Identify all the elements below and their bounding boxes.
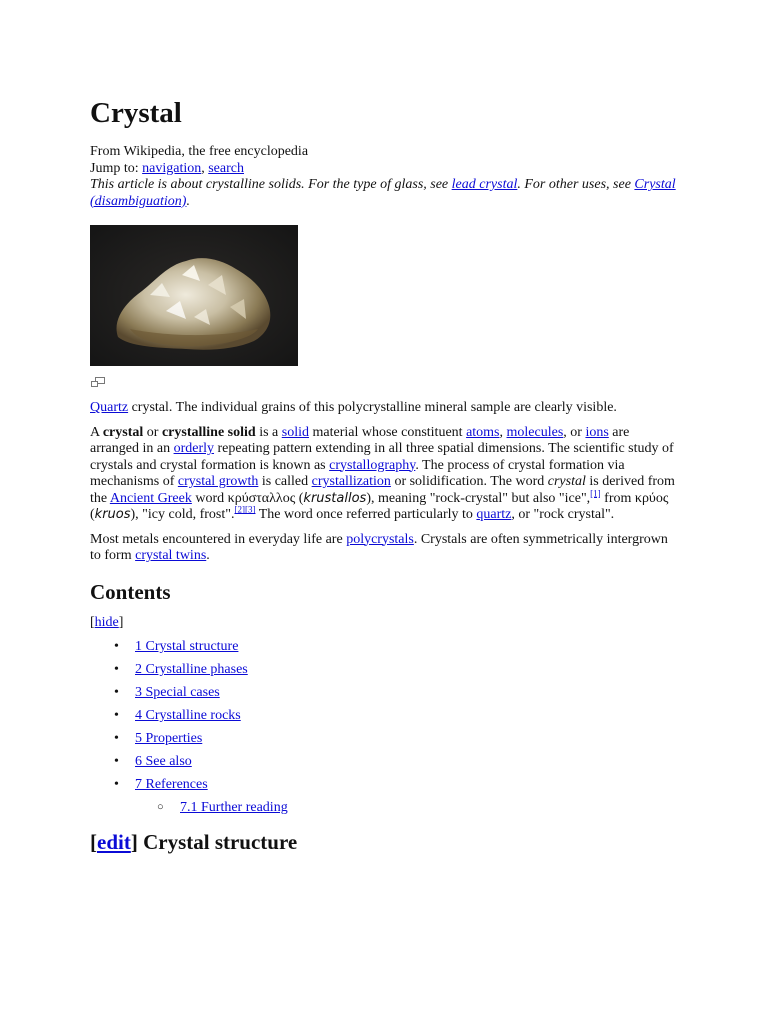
toc-item [90,727,680,750]
text: material whose constituent [308,424,467,440]
magnify-icon-glyph [90,376,106,388]
text: is a [255,424,282,440]
tagline: From Wikipedia, the free encyclopedia [90,144,309,159]
quartz-link[interactable]: quartz [476,507,512,522]
ions-link[interactable]: ions [585,424,609,440]
crystal-growth-link[interactable]: crystal growth [177,474,259,489]
italic-term: kruos [94,507,131,522]
bracket: [ [90,614,95,630]
toc-item [90,750,680,773]
text: or solidification. The word [390,474,548,489]
text: are arranged in an [90,424,630,456]
bracket: [ [90,830,97,854]
toc-item [90,635,680,658]
text: , or "rock crystal". [511,507,615,522]
toc-link-further-reading[interactable]: 7.1 Further reading [180,800,288,815]
text: ), meaning "rock-crystal" but also "ice", [366,490,591,506]
polycrystals-link[interactable]: polycrystals [346,531,414,547]
lead-crystal-link[interactable]: lead crystal [451,177,518,192]
reference-link[interactable]: [2][3] [234,504,256,515]
text: The word once referred particularly to [255,507,477,522]
bullet: • [114,777,119,792]
toc-link-references[interactable]: 7 References [135,777,208,792]
image-caption [90,400,680,417]
toc-item [90,704,680,727]
toc-item [90,773,680,796]
search-link[interactable]: search [208,160,244,176]
sub-bullet: ○ [157,801,164,813]
quartz-photo [90,225,298,366]
text: , [499,424,507,440]
bullet: • [114,708,119,723]
text: . [206,548,210,563]
table-of-contents [90,635,680,819]
text: Most metals encountered in everyday life are [90,531,347,547]
bracket: ] [130,830,138,854]
ancient-greek-link[interactable]: Ancient Greek [109,490,192,506]
toc-toggle [90,615,680,632]
section-heading-crystal-structure [90,829,680,855]
bullet: • [114,685,119,700]
toc-item [90,681,680,704]
crystallography-link[interactable]: crystallography [329,457,416,473]
crystal-twins-link[interactable]: crystal twins [135,548,207,563]
toc-link-crystal-structure[interactable]: 1 Crystal structure [135,639,239,654]
text: word κρύσταλλος ( [191,490,304,506]
text: is called [258,474,312,489]
hatnote-text: . [186,193,190,209]
bullet: • [114,662,119,677]
hatnote-text: This article is about crystalline solids. For the type of glass, see [90,177,449,192]
text: . Crystals are often symmetrically intergrown to form [90,531,668,563]
text: is derived from the [90,474,675,506]
jump-separator: , [201,160,205,176]
disambiguation-link[interactable]: Crystal (disambiguation) [90,177,676,209]
hatnote-text: . For other uses, see [517,177,631,192]
metals-paragraph [90,532,680,565]
caption-text: crystal. The individual grains of this polycrystalline mineral sample are clearly visible. [128,400,617,415]
edit-link[interactable]: edit [97,830,131,854]
text: . The process of crystal formation via mechanisms of [90,457,625,489]
toc-link-crystalline-rocks[interactable]: 4 Crystalline rocks [135,708,241,723]
toc-link-special-cases[interactable]: 3 Special cases [135,685,220,700]
hide-link[interactable]: hide [94,614,119,630]
text: from κρύος ( [90,490,669,522]
bullet: • [114,731,119,746]
quartz-caption-link[interactable]: Quartz [90,400,129,415]
text: repeating pattern extending in all three spatial dimensions. The scientific study of crystals and crystal formation is known as [90,441,674,473]
text: or [143,424,162,440]
reference-link[interactable]: [1] [590,487,601,498]
text: ), "icy cold, frost". [130,507,235,522]
italic-term: crystal [547,474,586,489]
article [90,96,680,855]
toc-subitem [90,796,680,819]
text: , or [563,424,586,440]
bold-term: crystal [102,424,144,440]
solid-link[interactable]: solid [281,424,309,440]
bold-term: crystalline solid [161,424,256,440]
quartz-image[interactable] [90,225,298,366]
italic-term: krustallos [303,490,367,506]
page-title: Crystal [90,97,182,129]
toc-link-see-also[interactable]: 6 See also [135,754,192,769]
text: A [90,424,103,440]
jump-label: Jump to: [90,160,139,176]
section-title: Crystal structure [137,830,298,854]
intro-paragraph [90,425,680,524]
navigation-link[interactable]: navigation [142,160,202,176]
magnify-icon[interactable] [90,376,680,388]
hatnote [90,177,680,210]
crystallization-link[interactable]: crystallization [311,474,391,489]
toc-item [90,658,680,681]
molecules-link[interactable]: molecules [506,424,564,440]
toc-link-properties[interactable]: 5 Properties [135,731,203,746]
bullet: • [114,754,119,769]
bullet: • [114,639,119,654]
atoms-link[interactable]: atoms [466,424,500,440]
toc-link-crystalline-phases[interactable]: 2 Crystalline phases [135,662,248,677]
bracket: ] [118,614,124,630]
orderly-link[interactable]: orderly [173,441,215,456]
contents-heading: Contents [90,579,171,604]
jump-links [90,161,680,178]
